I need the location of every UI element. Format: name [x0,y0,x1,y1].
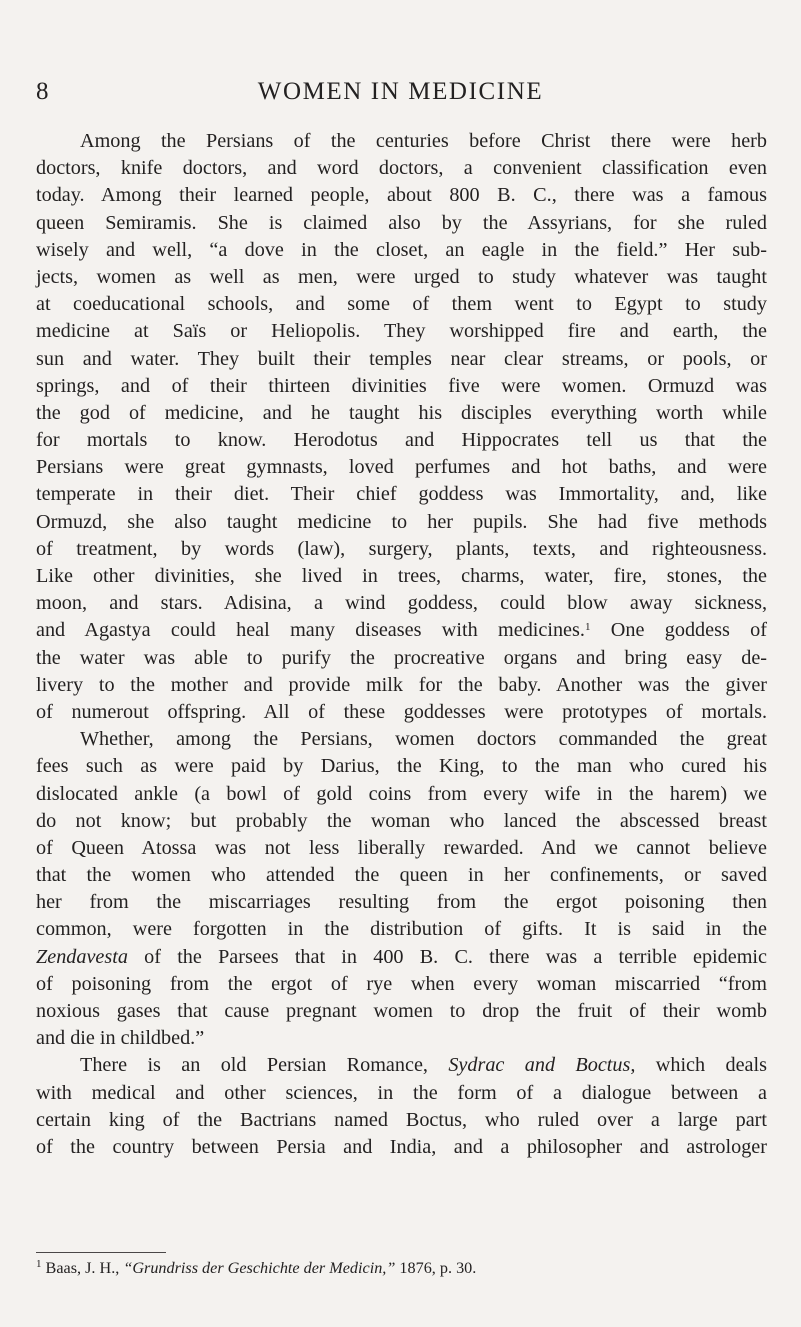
footnote-ref: 1 [584,621,591,634]
text-line: of Queen Atossa was not less liberally rewarded. And we cannot believe [36,836,767,859]
text-line: of numerout offspring. All of these goddesses were prototypes of mortals. [36,700,767,723]
footnote-author: Baas, J. H., [41,1259,124,1277]
text-line: today. Among their learned people, about 800 B. C., there was a famous [36,184,767,207]
text-line: do not know; but probably the woman who lanced the abscessed breast [36,809,767,832]
text-segment: There is an old Persian Romance, [80,1054,449,1077]
text-line: fees such as were paid by Darius, the King, to the man who cured his [36,755,767,778]
text-line-with-italic [36,1052,767,1079]
text-line: her from the miscarriages resulting from the ergot poisoning then [36,891,767,914]
italic-title: Sydrac and Boctus, [448,1054,636,1077]
footnote-rule [36,1252,166,1253]
text-line-with-footnote-ref [36,617,767,644]
text-line: sun and water. They built their temples near clear streams, or pools, or [36,347,767,370]
body-text [36,128,767,1161]
page-number: 8 [36,78,49,105]
text-line: of the country between Persia and India, and a philosopher and astrologer [36,1135,767,1158]
text-line-with-italic [36,944,767,971]
text-line: temperate in their diet. Their chief goddess was Immortality, and, like [36,483,767,506]
text-line: queen Semiramis. She is claimed also by the Assyrians, for she ruled [36,211,767,234]
text-segment: of the Parsees that in 400 B. C. there was a terrible epidemic [127,945,767,968]
italic-title: Zendavesta [36,945,128,968]
footnote [36,1257,476,1279]
text-segment: One goddess of [590,619,767,642]
text-line: that the women who attended the queen in her confinements, or saved [36,864,767,887]
text-line: medicine at Saïs or Heliopolis. They worshipped fire and earth, the [36,320,767,343]
text-line: with medical and other sciences, in the form of a dialogue between a [36,1081,767,1104]
text-line: at coeducational schools, and some of them went to Egypt to study [36,293,767,316]
text-line: common, were forgotten in the distribution of gifts. It is said in the [36,918,767,941]
text-line: wisely and well, “a dove in the closet, an eagle in the field.” Her sub- [36,238,767,261]
text-line: for mortals to know. Herodotus and Hippocrates tell us that the [36,429,767,452]
text-line: of poisoning from the ergot of rye when every woman miscarried “from [36,972,767,995]
text-line: livery to the mother and provide milk for the baby. Another was the giver [36,673,767,696]
text-line: Ormuzd, she also taught medicine to her pupils. She had five methods [36,510,767,533]
text-line: moon, and stars. Adisina, a wind goddess, could blow away sickness, [36,592,767,615]
text-line: Like other divinities, she lived in trees, charms, water, fire, stones, the [36,565,767,587]
text-line: and die in childbed.” [36,1027,205,1050]
text-line: noxious gases that cause pregnant women to drop the fruit of their womb [36,1000,767,1022]
footnote-marker: 1 [36,1258,42,1270]
footnote-details: 1876, p. 30. [395,1259,477,1277]
text-line: doctors, knife doctors, and word doctors, a convenient classification even [36,157,767,180]
text-line: the water was able to purify the procreative organs and bring easy de- [36,646,767,669]
footnote-title: “Grundriss der Geschichte der Medicin,” [123,1259,396,1277]
running-head: WOMEN IN MEDICINE [257,78,544,105]
text-line: Whether, among the Persians, women doctors commanded the great [80,728,767,751]
text-line: springs, and of their thirteen divinities five were women. Ormuzd was [36,374,767,397]
text-segment: and Agastya could heal many diseases with medicines. [36,619,585,642]
text-line: dislocated ankle (a bowl of gold coins from every wife in the harem) we [36,782,767,805]
text-line: Persians were great gymnasts, loved perfumes and hot baths, and were [36,456,767,479]
text-line: certain king of the Bactrians named Boctus, who ruled over a large part [36,1108,767,1131]
text-line: Among the Persians of the centuries before Christ there were herb [80,130,767,152]
text-segment: which deals [635,1054,767,1077]
text-line: of treatment, by words (law), surgery, plants, texts, and righteousness. [36,537,767,560]
text-line: jects, women as well as men, were urged to study whatever was taught [36,265,767,288]
text-line: the god of medicine, and he taught his disciples everything worth while [36,401,767,424]
page-header [36,78,765,112]
